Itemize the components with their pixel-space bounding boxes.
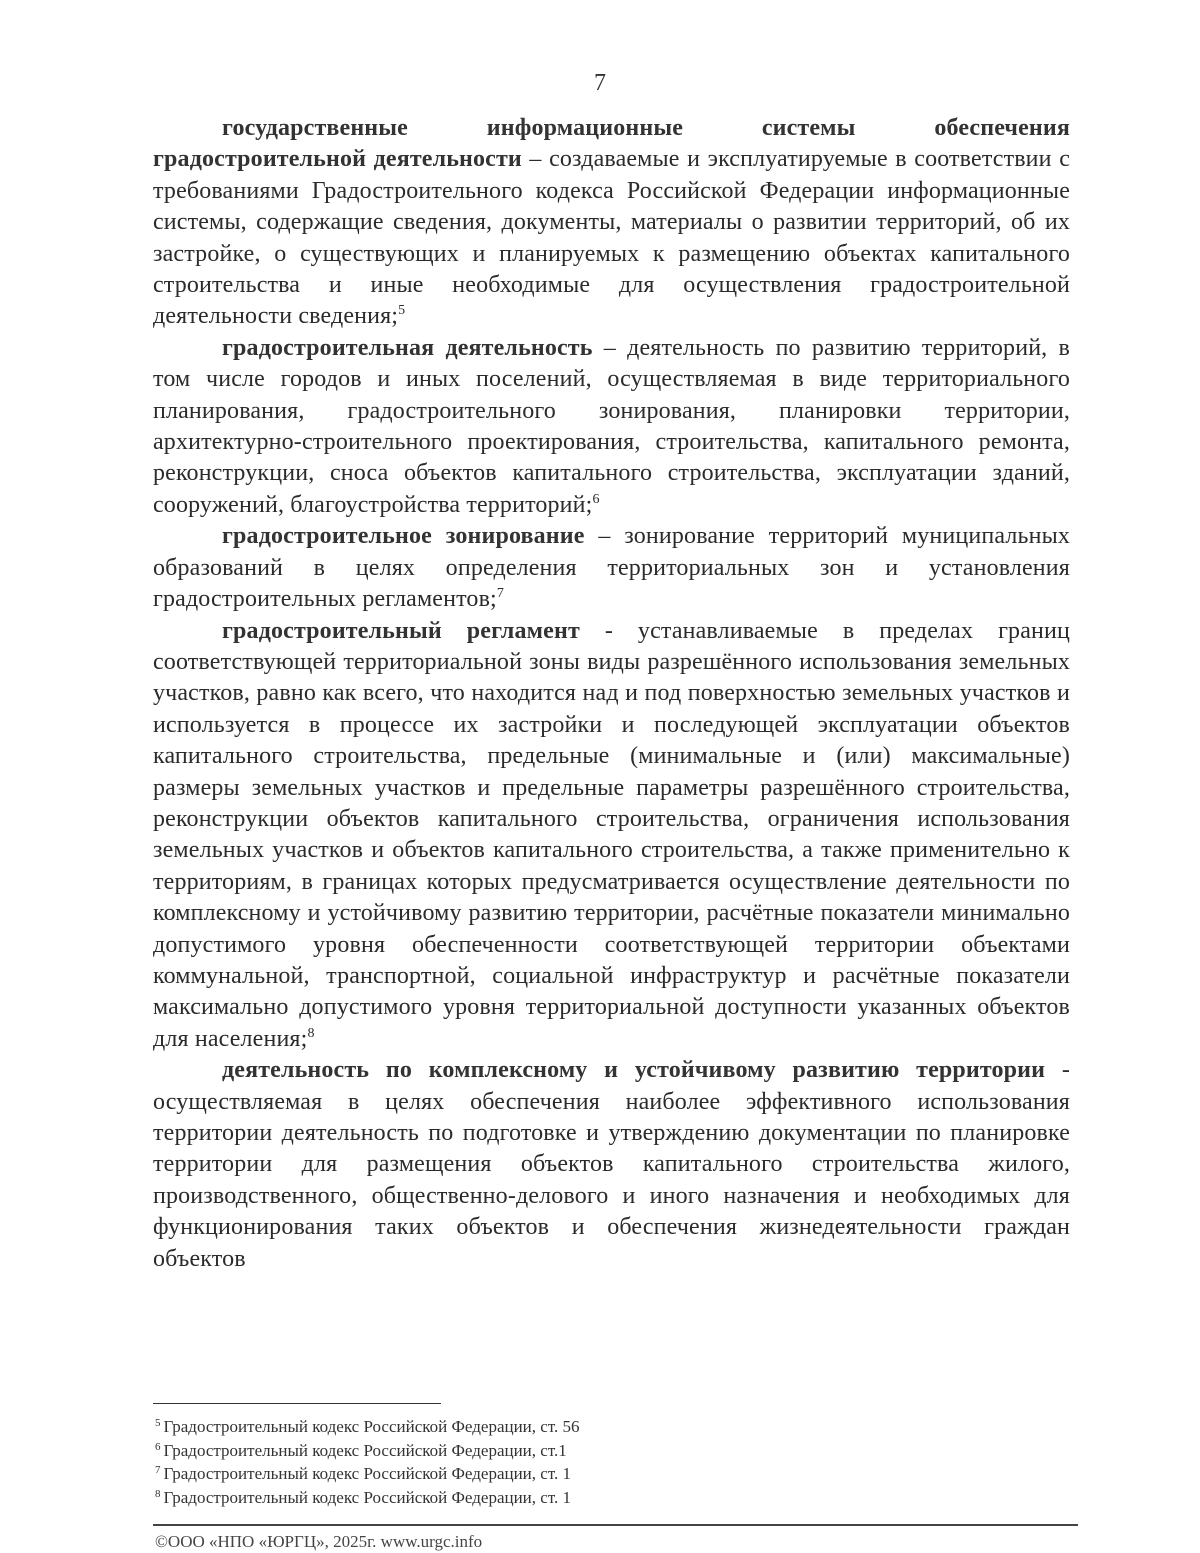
footnote-text: Градостроительный кодекс Российской Федерации, ст.1 (163, 1440, 567, 1460)
definition-paragraph (153, 1055, 1070, 1275)
footnotes (155, 1415, 855, 1509)
page-number: 7 (594, 70, 606, 96)
definition-paragraph (153, 521, 1070, 615)
footnote-ref: 7 (496, 586, 505, 602)
footnote (155, 1439, 855, 1463)
defined-term: государственные информационные системы обеспечения градостроительной деятельности (153, 115, 1070, 173)
footnote-ref: 5 (398, 303, 406, 319)
footnote-text: Градостроительный кодекс Российской Федерации, ст. 56 (163, 1417, 580, 1436)
body-text (153, 113, 1070, 1275)
definition-text: – зонирование территорий муниципальных образований в целях определения территориальных зон и установления градостроительных регламентов; (153, 523, 1070, 613)
definition-text: - осуществляемая в целях обеспечения наиболее эффективного использования территории деятельность по подготовке и утверждению документации по планировке территории для размещения объектов капитального строительства жилого, производственного, общественно-делового и иного назначения и необходимых для функционирования таких объектов и обеспечения жизнедеятельности граждан объектов (153, 1057, 1071, 1272)
copyright-notice: ©ООО «НПО «ЮРГЦ», 2025г. www.urgc.info (155, 1532, 483, 1551)
defined-term: градостроительное зонирование (222, 523, 585, 550)
footnote-mark: 5 (155, 1417, 161, 1429)
footnote-separator (153, 1403, 441, 1404)
footnote (155, 1462, 855, 1486)
page-footer-rule (153, 1524, 1078, 1526)
definition-paragraph (153, 616, 1070, 1056)
definition-text: – создаваемые и эксплуатируемые в соответствии с требованиями Градостроительного кодекса Российской Федерации информационные системы, содержащие сведения, документы, материалы о развитии территорий, об их застройке, о существующих и планируемых к размещению объектах капитального строительства и иные необходимые для осуществления градостроительной деятельности сведения; (153, 146, 1070, 330)
footnote (155, 1415, 855, 1439)
definition-paragraph (153, 113, 1070, 333)
definition-text: – деятельность по развитию территорий, в том числе городов и иных поселений, осуществляемая в виде территориального планирования, градостроительного зонирования, планировки территории, архитектурно-строительного проектирования, строительства, капитального ремонта, реконструкции, сноса объектов капитального строительства, эксплуатации зданий, сооружений, благоустройства территорий; (153, 334, 1070, 518)
footnote (155, 1486, 855, 1510)
footnote-mark: 6 (155, 1440, 161, 1453)
footnote-ref: 6 (592, 491, 600, 507)
footnote-mark: 7 (155, 1464, 161, 1476)
defined-term: деятельность по комплексному и устойчивому развитию территории (222, 1057, 1046, 1084)
footnote-text: Градостроительный кодекс Российской Федерации, ст. 1 (163, 1487, 571, 1507)
footnote-ref: 8 (307, 1025, 315, 1041)
definition-text: - устанавливаемые в пределах границ соответствующей территориальной зоны виды разрешённого использования земельных участков, равно как всего, что находится над и под поверхностью земельных участков и используется в процессе их застройки и последующей эксплуатации объектов капитального строительства, предельные (минимальные и (или) максимальные) размеры земельных участков и предельные параметры разрешённого строительства, реконструкции объектов капитального строительства, ограничения использования земельных участков и объектов капитального строительства, а также применительно к территориям, в границах которых предусматривается осуществление деятельности по комплексному и устойчивому развитию территории, расчётные показатели минимально допустимого уровня обеспеченности соответствующей территории объектами коммунальной, транспортной, социальной инфраструктур и расчётные показатели максимально допустимого уровня территориальной доступности указанных объектов для населения; (153, 617, 1070, 1052)
defined-term: градостроительный регламент (222, 617, 580, 644)
footnote-text: Градостроительный кодекс Российской Федерации, ст. 1 (163, 1464, 571, 1483)
defined-term: градостроительная деятельность (222, 334, 593, 361)
definition-paragraph (153, 333, 1070, 521)
footnote-mark: 8 (155, 1487, 161, 1500)
